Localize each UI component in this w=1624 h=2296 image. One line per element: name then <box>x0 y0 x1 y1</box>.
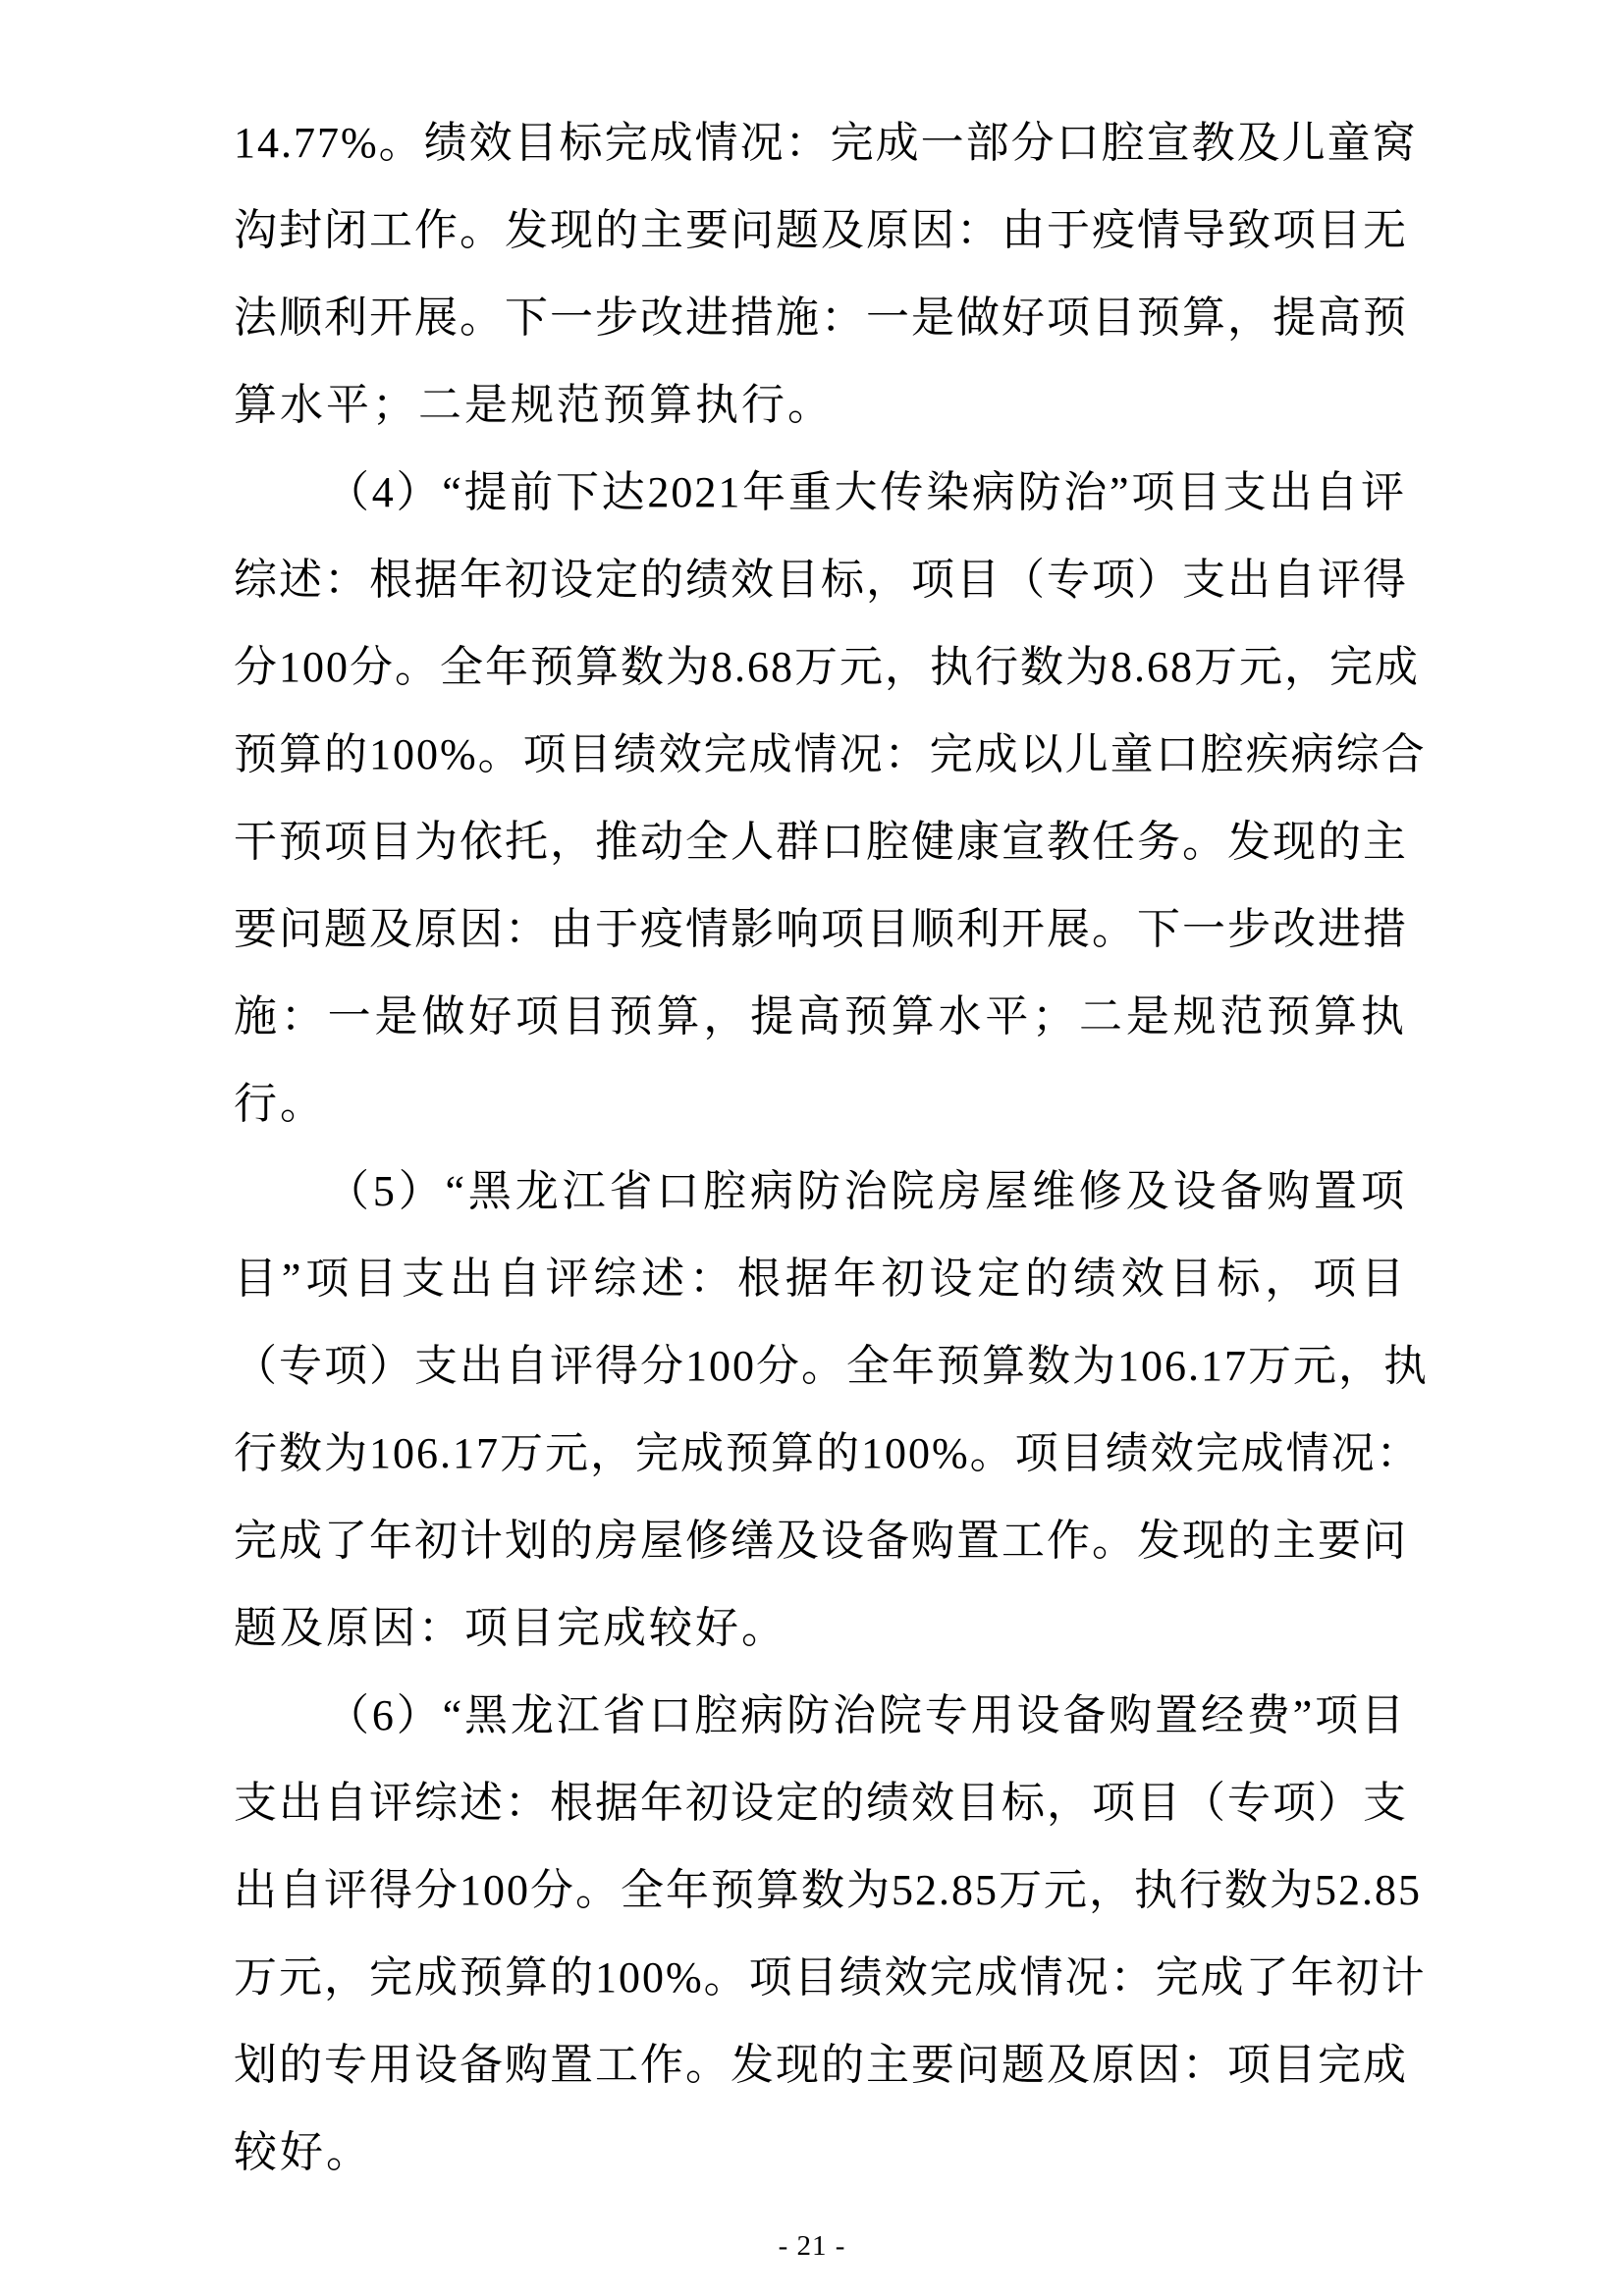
text-line: 分100分。全年预算数为8.68万元，执行数为8.68万元，完成 <box>234 643 1420 691</box>
text-line: 综述：根据年初设定的绩效目标，项目（专项）支出自评得 <box>234 556 1408 604</box>
text-line: （5）“黑龙江省口腔病防治院房屋维修及设备购置项 <box>326 1167 1406 1215</box>
text-line: （4）“提前下达2021年重大传染病防治”项目支出自评 <box>326 468 1406 516</box>
text-line: 支出自评综述：根据年初设定的绩效目标，项目（专项）支 <box>234 1779 1408 1827</box>
text-line: 完成了年初计划的房屋修缮及设备购置工作。发现的主要问 <box>234 1517 1408 1565</box>
text-line: 法顺利开展。下一步改进措施：一是做好项目预算，提高预 <box>234 294 1408 342</box>
text-line: 行。 <box>234 1080 326 1128</box>
text-line: 划的专用设备购置工作。发现的主要问题及原因：项目完成 <box>234 2041 1408 2089</box>
text-line: 算水平；二是规范预算执行。 <box>234 381 834 429</box>
text-line: 14.77%。绩效目标完成情况：完成一部分口腔宣教及儿童窝 <box>234 119 1418 167</box>
text-line: 出自评得分100分。全年预算数为52.85万元，执行数为52.85 <box>234 1866 1422 1914</box>
text-line: 较好。 <box>234 2128 372 2176</box>
page-number: - 21 - <box>778 2230 846 2262</box>
text-line: 万元，完成预算的100%。项目绩效完成情况：完成了年初计 <box>234 1953 1427 2002</box>
text-line: 干预项目为依托，推动全人群口腔健康宣教任务。发现的主 <box>234 818 1408 866</box>
text-line: （6）“黑龙江省口腔病防治院专用设备购置经费”项目 <box>326 1691 1406 1739</box>
text-line: 题及原因：项目完成较好。 <box>234 1604 787 1652</box>
text-line: 要问题及原因：由于疫情影响项目顺利开展。下一步改进措 <box>234 905 1408 953</box>
text-line: 预算的100%。项目绩效完成情况：完成以儿童口腔疾病综合 <box>234 730 1427 778</box>
text-line: 施：一是做好项目预算，提高预算水平；二是规范预算执 <box>234 992 1406 1041</box>
text-line: 沟封闭工作。发现的主要问题及原因：由于疫情导致项目无 <box>234 206 1408 254</box>
text-line: （专项）支出自评得分100分。全年预算数为106.17万元，执 <box>234 1342 1429 1390</box>
text-line: 目”项目支出自评综述：根据年初设定的绩效目标，项目 <box>234 1255 1406 1303</box>
document-body <box>234 99 1429 2196</box>
text-line: 行数为106.17万元，完成预算的100%。项目绩效完成情况： <box>234 1429 1422 1477</box>
